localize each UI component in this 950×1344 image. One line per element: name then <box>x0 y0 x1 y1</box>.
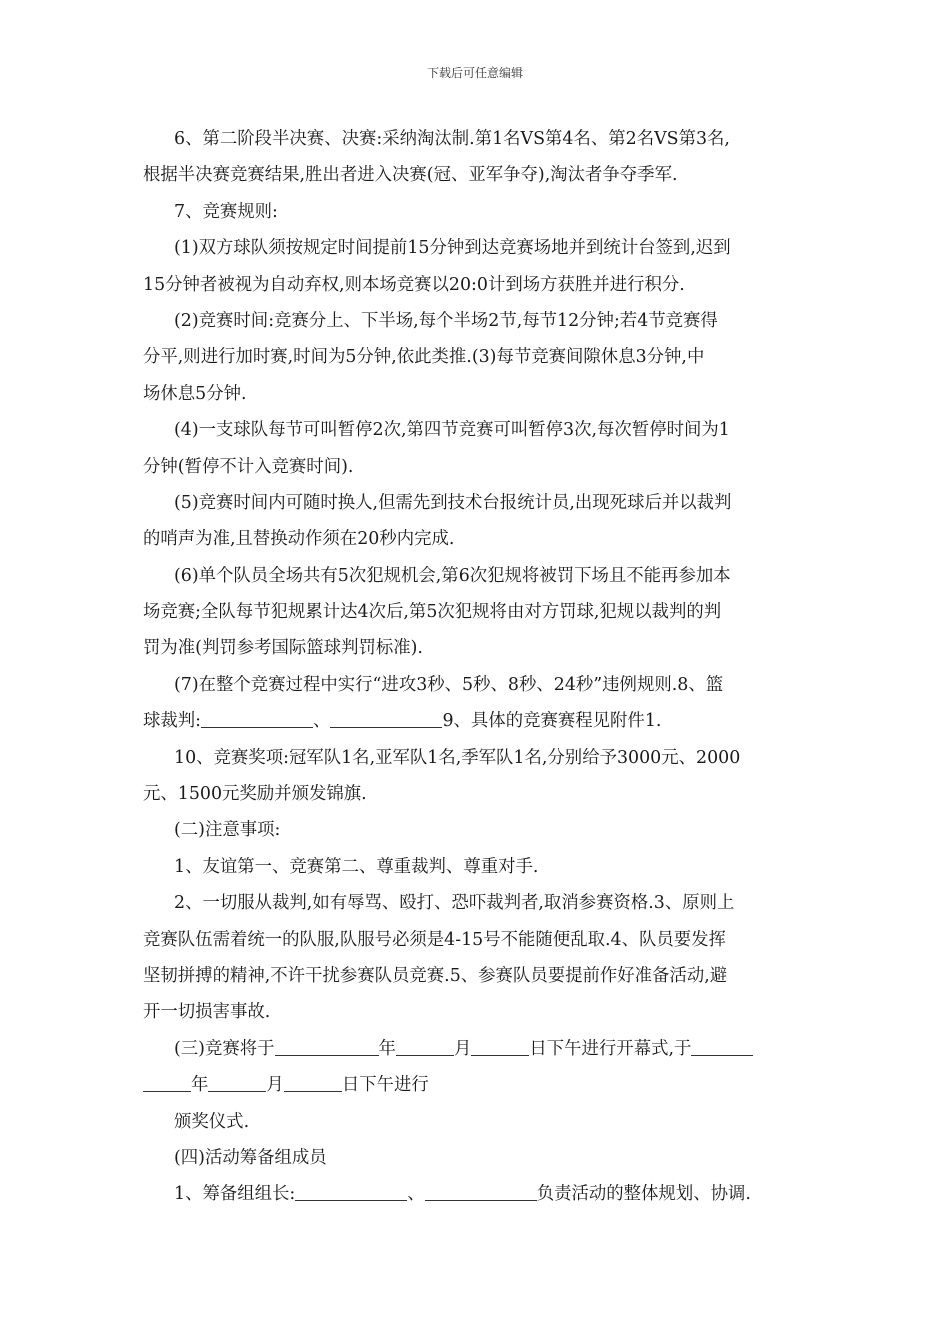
section-heading: 7、竞赛规则: <box>174 201 278 222</box>
text-line: 开一切损害事故. <box>143 1002 271 1023</box>
text-line: 坚韧拼搏的精神,不许干扰参赛队员竞赛.5、参赛队员要提前作好准备活动,避 <box>143 965 728 986</box>
committee-line <box>143 1176 811 1212</box>
text-line: 的哨声为准,且替换动作须在20秒内完成. <box>143 529 455 550</box>
text-line: 分钟(暂停不计入竞赛时间). <box>143 456 354 477</box>
text-line: (5)竞赛时间内可随时换人,但需先到技术台报统计员,出现死球后并以裁判 <box>174 492 732 513</box>
award-year-label: 年 <box>191 1075 209 1096</box>
opening-line <box>143 1031 811 1067</box>
document-body <box>143 121 811 1213</box>
text-line: 6、第二阶段半决赛、决赛:采纳淘汰制.第1名VS第4名、第2名VS第3名, <box>174 129 730 149</box>
page-header: 下载后可任意编辑 <box>426 66 523 80</box>
award-line <box>143 1067 811 1103</box>
section-heading: (二)注意事项: <box>174 820 281 841</box>
committee-label: 1、筹备组组长: <box>174 1184 296 1205</box>
section-heading: (四)活动筹备组成员 <box>174 1147 327 1168</box>
day-blank <box>471 1037 529 1056</box>
referee-separator: 、 <box>313 711 331 732</box>
award-month-blank <box>208 1073 266 1092</box>
award-day-label: 日下午进行 <box>341 1075 429 1096</box>
month-label: 月 <box>453 1038 472 1059</box>
year-blank-cont <box>143 1073 191 1092</box>
text-line: 15分钟者被视为自动弃权,则本场竞赛以20:0计到场方获胜并进行积分. <box>143 274 685 295</box>
leader-separator: 、 <box>407 1184 425 1205</box>
year-blank <box>275 1037 379 1056</box>
text-line: 根据半决赛竞赛结果,胜出者进入决赛(冠、亚军争夺),淘汰者争夺季军. <box>143 165 678 186</box>
text-line: 2、一切服从裁判,如有辱骂、殴打、恐吓裁判者,取消参赛资格.3、原则上 <box>174 893 735 914</box>
day-label: 日下午进行开幕式,于 <box>529 1038 692 1059</box>
text-line: (2)竞赛时间:竞赛分上、下半场,每个半场2节,每节12分钟;若4节竞赛得 <box>174 310 718 331</box>
month-blank <box>396 1037 454 1056</box>
text-line: (6)单个队员全场共有5次犯规机会,第6次犯规将被罚下场且不能再参加本 <box>174 565 731 586</box>
text-line: 场休息5分钟. <box>143 383 247 404</box>
text-line: 分平,则进行加时赛,时间为5分钟,依此类推.(3)每节竞赛间隙休息3分钟,中 <box>143 347 705 368</box>
referee-blank-2 <box>330 709 442 728</box>
opening-label: (三)竞赛将于 <box>174 1038 275 1059</box>
leader-blank-2 <box>425 1182 537 1201</box>
referee-blank-1 <box>201 709 313 728</box>
text-line: (1)双方球队须按规定时间提前15分钟到达竞赛场地并到统计台签到,迟到 <box>174 238 731 259</box>
award-month-label: 月 <box>266 1075 284 1096</box>
text-line: 元、1500元奖励并颁发锦旗. <box>143 784 367 805</box>
text-line: 颁奖仪式. <box>174 1111 250 1132</box>
text-line: 罚为准(判罚参考国际篮球判罚标准). <box>143 638 423 659</box>
referee-label: 球裁判: <box>143 711 202 732</box>
award-day-blank <box>284 1073 342 1092</box>
text-line: 10、竞赛奖项:冠军队1名,亚军队1名,季军队1名,分别给予3000元、2000 <box>174 747 741 768</box>
leader-blank-1 <box>295 1182 407 1201</box>
text-line: (7)在整个竞赛过程中实行“进攻3秒、5秒、8秒、24秒”违例规则.8、篮 <box>174 674 724 695</box>
text-line: (4)一支球队每节可叫暂停2次,第四节竞赛可叫暂停3次,每次暂停时间为1 <box>174 420 730 441</box>
text-line: 1、友谊第一、竞赛第二、尊重裁判、尊重对手. <box>174 856 539 877</box>
award-year-blank <box>691 1037 753 1056</box>
text-line: 场竞赛;全队每节犯规累计达4次后,第5次犯规将由对方罚球,犯规以裁判的判 <box>143 602 722 623</box>
text-line: 竞赛队伍需着统一的队服,队服号必须是4-15号不能随便乱取.4、队员要发挥 <box>143 929 726 950</box>
schedule-note: 9、具体的竞赛赛程见附件1. <box>442 711 662 732</box>
committee-duty: 负责活动的整体规划、协调. <box>536 1184 751 1205</box>
year-label: 年 <box>378 1038 396 1059</box>
referee-line <box>143 703 811 739</box>
